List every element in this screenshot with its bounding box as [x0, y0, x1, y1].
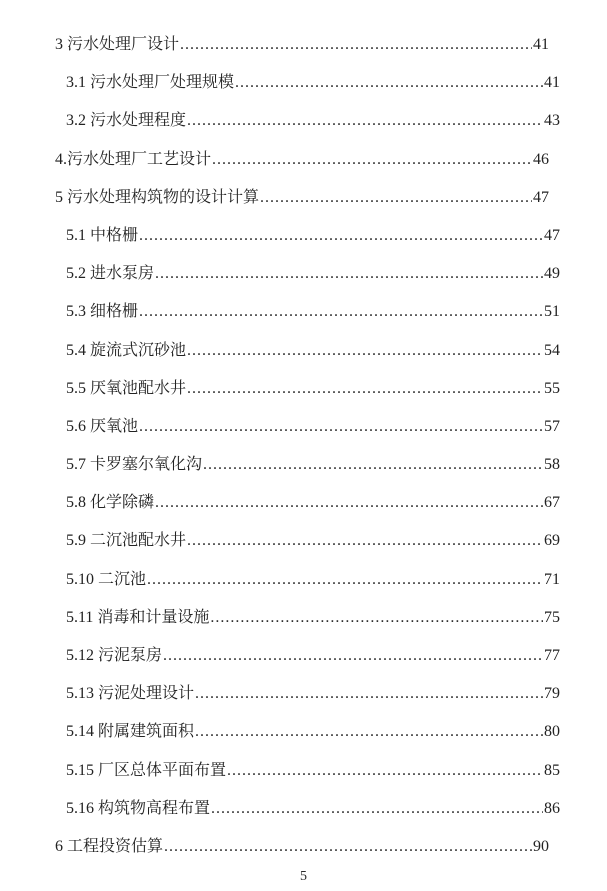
toc-entry	[55, 179, 549, 217]
toc-dot-leader	[195, 675, 543, 713]
toc-entry-label: 5.3 细格栅	[66, 303, 139, 321]
toc-entry-label: 5.16 构筑物高程布置	[66, 799, 211, 817]
toc-entry-label: 5.8 化学除磷	[66, 494, 155, 512]
toc-entry	[55, 675, 560, 713]
toc-entry-label: 5.5 厌氧池配水井	[66, 379, 187, 397]
toc-entry-page-number: 86	[544, 799, 560, 817]
toc-dot-leader	[139, 217, 543, 255]
toc-entry-page-number: 41	[544, 74, 560, 92]
toc-dot-leader	[139, 293, 543, 331]
toc-entry-page-number: 58	[544, 456, 560, 474]
toc-entry	[55, 332, 560, 370]
toc-entry-page-number: 79	[544, 685, 560, 703]
toc-entry-page-number: 75	[544, 608, 560, 626]
toc-entry-label: 5.14 附属建筑面积	[66, 723, 195, 741]
toc-entry-page-number: 43	[544, 112, 560, 130]
page-footer	[0, 869, 607, 885]
toc-dot-leader	[164, 828, 532, 866]
toc-dot-leader	[203, 446, 543, 484]
toc-entry-page-number: 47	[544, 226, 560, 244]
toc-entry-label: 3 污水处理厂设计	[55, 36, 180, 53]
toc-dot-leader	[147, 561, 543, 599]
toc-dot-leader	[139, 408, 543, 446]
toc-entry	[55, 790, 560, 828]
page-number: 5	[300, 869, 307, 884]
toc-entry-page-number: 69	[544, 532, 560, 550]
toc-entry-page-number: 41	[533, 36, 549, 53]
toc-entry-label: 5.10 二沉池	[66, 570, 147, 588]
toc-dot-leader	[187, 522, 543, 560]
toc-entry-page-number: 90	[533, 837, 549, 855]
toc-dot-leader	[260, 179, 532, 217]
toc-entry	[55, 561, 560, 599]
toc-entry-label: 5.1 中格栅	[66, 226, 139, 244]
toc-list	[55, 26, 560, 866]
toc-entry-label: 5.4 旋流式沉砂池	[66, 341, 187, 359]
toc-dot-leader	[210, 599, 543, 637]
toc-entry-label: 4.污水处理厂工艺设计	[55, 150, 212, 168]
toc-dot-leader	[195, 713, 543, 751]
toc-entry	[55, 64, 560, 102]
toc-entry	[55, 408, 560, 446]
toc-entry-label: 5.12 污泥泵房	[66, 647, 163, 664]
toc-entry	[55, 828, 549, 866]
toc-entry	[55, 141, 549, 179]
toc-entry	[55, 484, 560, 522]
toc-entry-page-number: 77	[544, 647, 560, 664]
toc-dot-leader	[212, 141, 532, 179]
toc-entry	[55, 752, 560, 790]
toc-entry-page-number: 47	[533, 188, 549, 206]
toc-entry-label: 3.2 污水处理程度	[66, 112, 187, 130]
toc-entry	[55, 637, 560, 675]
toc-dot-leader	[163, 637, 543, 675]
toc-entry	[55, 446, 560, 484]
toc-dot-leader	[235, 64, 543, 102]
toc-entry	[55, 713, 560, 751]
toc-dot-leader	[155, 255, 543, 293]
toc-entry	[55, 293, 560, 331]
toc-entry-label: 5.15 厂区总体平面布置	[66, 761, 227, 779]
toc-entry	[55, 26, 549, 64]
toc-entry-label: 5.11 消毒和计量设施	[66, 608, 210, 626]
toc-entry	[55, 217, 560, 255]
toc-entry	[55, 102, 560, 140]
toc-entry	[55, 522, 560, 560]
toc-entry-page-number: 71	[544, 570, 560, 588]
toc-entry-page-number: 67	[544, 494, 560, 512]
toc-entry-page-number: 55	[544, 379, 560, 397]
toc-entry-page-number: 85	[544, 761, 560, 779]
toc-dot-leader	[187, 332, 543, 370]
toc-dot-leader	[180, 26, 532, 64]
toc-entry-page-number: 51	[544, 303, 560, 321]
toc-dot-leader	[155, 484, 543, 522]
toc-entry-page-number: 54	[544, 341, 560, 359]
toc-dot-leader	[227, 752, 543, 790]
toc-dot-leader	[187, 102, 543, 140]
toc-entry	[55, 255, 560, 293]
toc-entry-label: 3.1 污水处理厂处理规模	[66, 74, 235, 92]
toc-entry-label: 6 工程投资估算	[55, 837, 164, 855]
toc-entry-page-number: 49	[544, 265, 560, 283]
toc-entry-page-number: 46	[533, 150, 549, 168]
toc-entry-label: 5.7 卡罗塞尔氧化沟	[66, 456, 203, 474]
toc-entry-label: 5.2 进水泵房	[66, 265, 155, 283]
toc-entry	[55, 370, 560, 408]
toc-entry-label: 5.9 二沉池配水井	[66, 532, 187, 550]
toc-entry-label: 5.6 厌氧池	[66, 417, 139, 435]
toc-dot-leader	[187, 370, 543, 408]
toc-entry	[55, 599, 560, 637]
toc-entry-page-number: 57	[544, 417, 560, 435]
toc-entry-page-number: 80	[544, 723, 560, 741]
toc-entry-label: 5 污水处理构筑物的设计计算	[55, 188, 260, 206]
toc-entry-label: 5.13 污泥处理设计	[66, 685, 195, 703]
toc-dot-leader	[211, 790, 543, 828]
